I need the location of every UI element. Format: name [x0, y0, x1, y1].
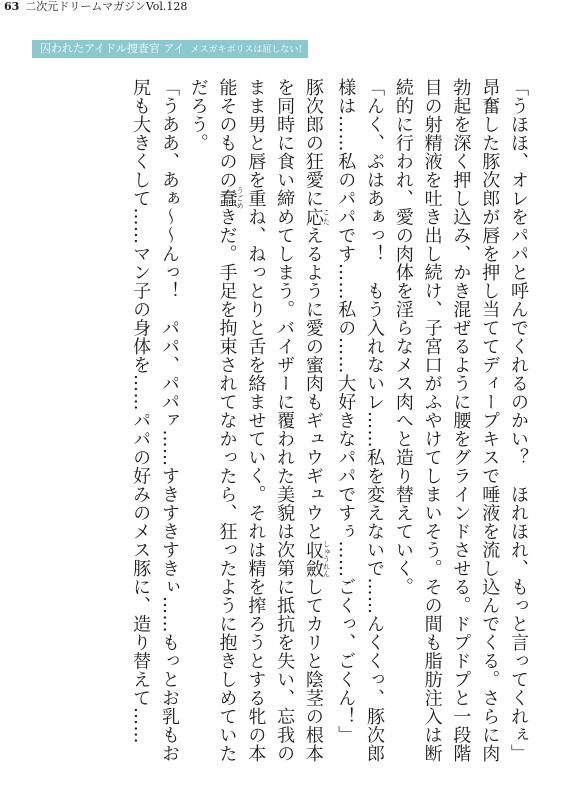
- story-subtitle: メスガキポリスは屈しない!: [190, 45, 302, 55]
- ruby-text: こた: [322, 207, 331, 226]
- paragraph: 「うほほ、オレをパパと呼んでくれるのかい？ ほれほれ、もっと言ってくれぇ」: [508, 78, 529, 763]
- ruby-annotation: [216, 187, 245, 210]
- page-number: 63: [4, 0, 20, 13]
- text-run: きだ。手足を拘束されてなかったら、狂ったように抱きしめていただろう。: [187, 78, 238, 763]
- story-title: 囚われたアイドル捜査官 アイ: [40, 42, 185, 55]
- ruby-base: 収斂: [302, 540, 324, 578]
- paragraph: 「んく、ぷはあぁっ！ もう入れないレ……私を変えないで……んくくっ、豚次郎様は……私のパパです……私の……大好きなパパですぅ……ごくっ、ごくん！」: [335, 78, 386, 763]
- body-text: [72, 78, 532, 768]
- paragraph: 「うああ、あぁ～～んっ！ パパ、パパァ……すきすきすきぃ……もっとお乳もお尻も大きくして……マン子の身体を……パパの好みのメス豚に、造り替えて……: [130, 78, 180, 763]
- ruby-text: しゅうれん: [322, 540, 331, 578]
- story-title-banner: [32, 40, 308, 58]
- text-run: 豚次郎の狂愛に: [302, 78, 324, 208]
- ruby-base: 応: [302, 207, 324, 226]
- ruby-text: うごめ: [236, 187, 245, 210]
- paragraph: 昂奮した豚次郎が唇を押し当ててディープキスで唾液を流し込んでくる。さらに肉勃起を深く押し込み、かき混ぜるように腰をグラインドさせる。ドプドプと一段階目の射精液を吐き出し続け、子宮口がふやけてしまいそう。その間も脂肪注入は断続的に行われ、愛の肉体を淫らなメス肉へと造り替えていく。: [392, 78, 501, 763]
- text-run: えるように愛の蜜肉もギュウギュウと: [302, 226, 324, 541]
- ruby-annotation: [302, 207, 331, 227]
- ruby-base: 蠢: [216, 187, 238, 210]
- text-run: してカリと陰茎の根本を同時に食い締めてしまう。バイザーに覆われた美貌は次第に抵抗を失い、忘我のまま男と唇を重ね、ねっとりと舌を絡ませていく。それは精を搾ろうとする牝の本能そのものの: [216, 78, 324, 763]
- running-head: [4, 0, 187, 14]
- ruby-annotation: [302, 540, 331, 578]
- paragraph: [183, 78, 330, 768]
- magazine-title: 二次元ドリームマガジンVol.128: [25, 0, 188, 13]
